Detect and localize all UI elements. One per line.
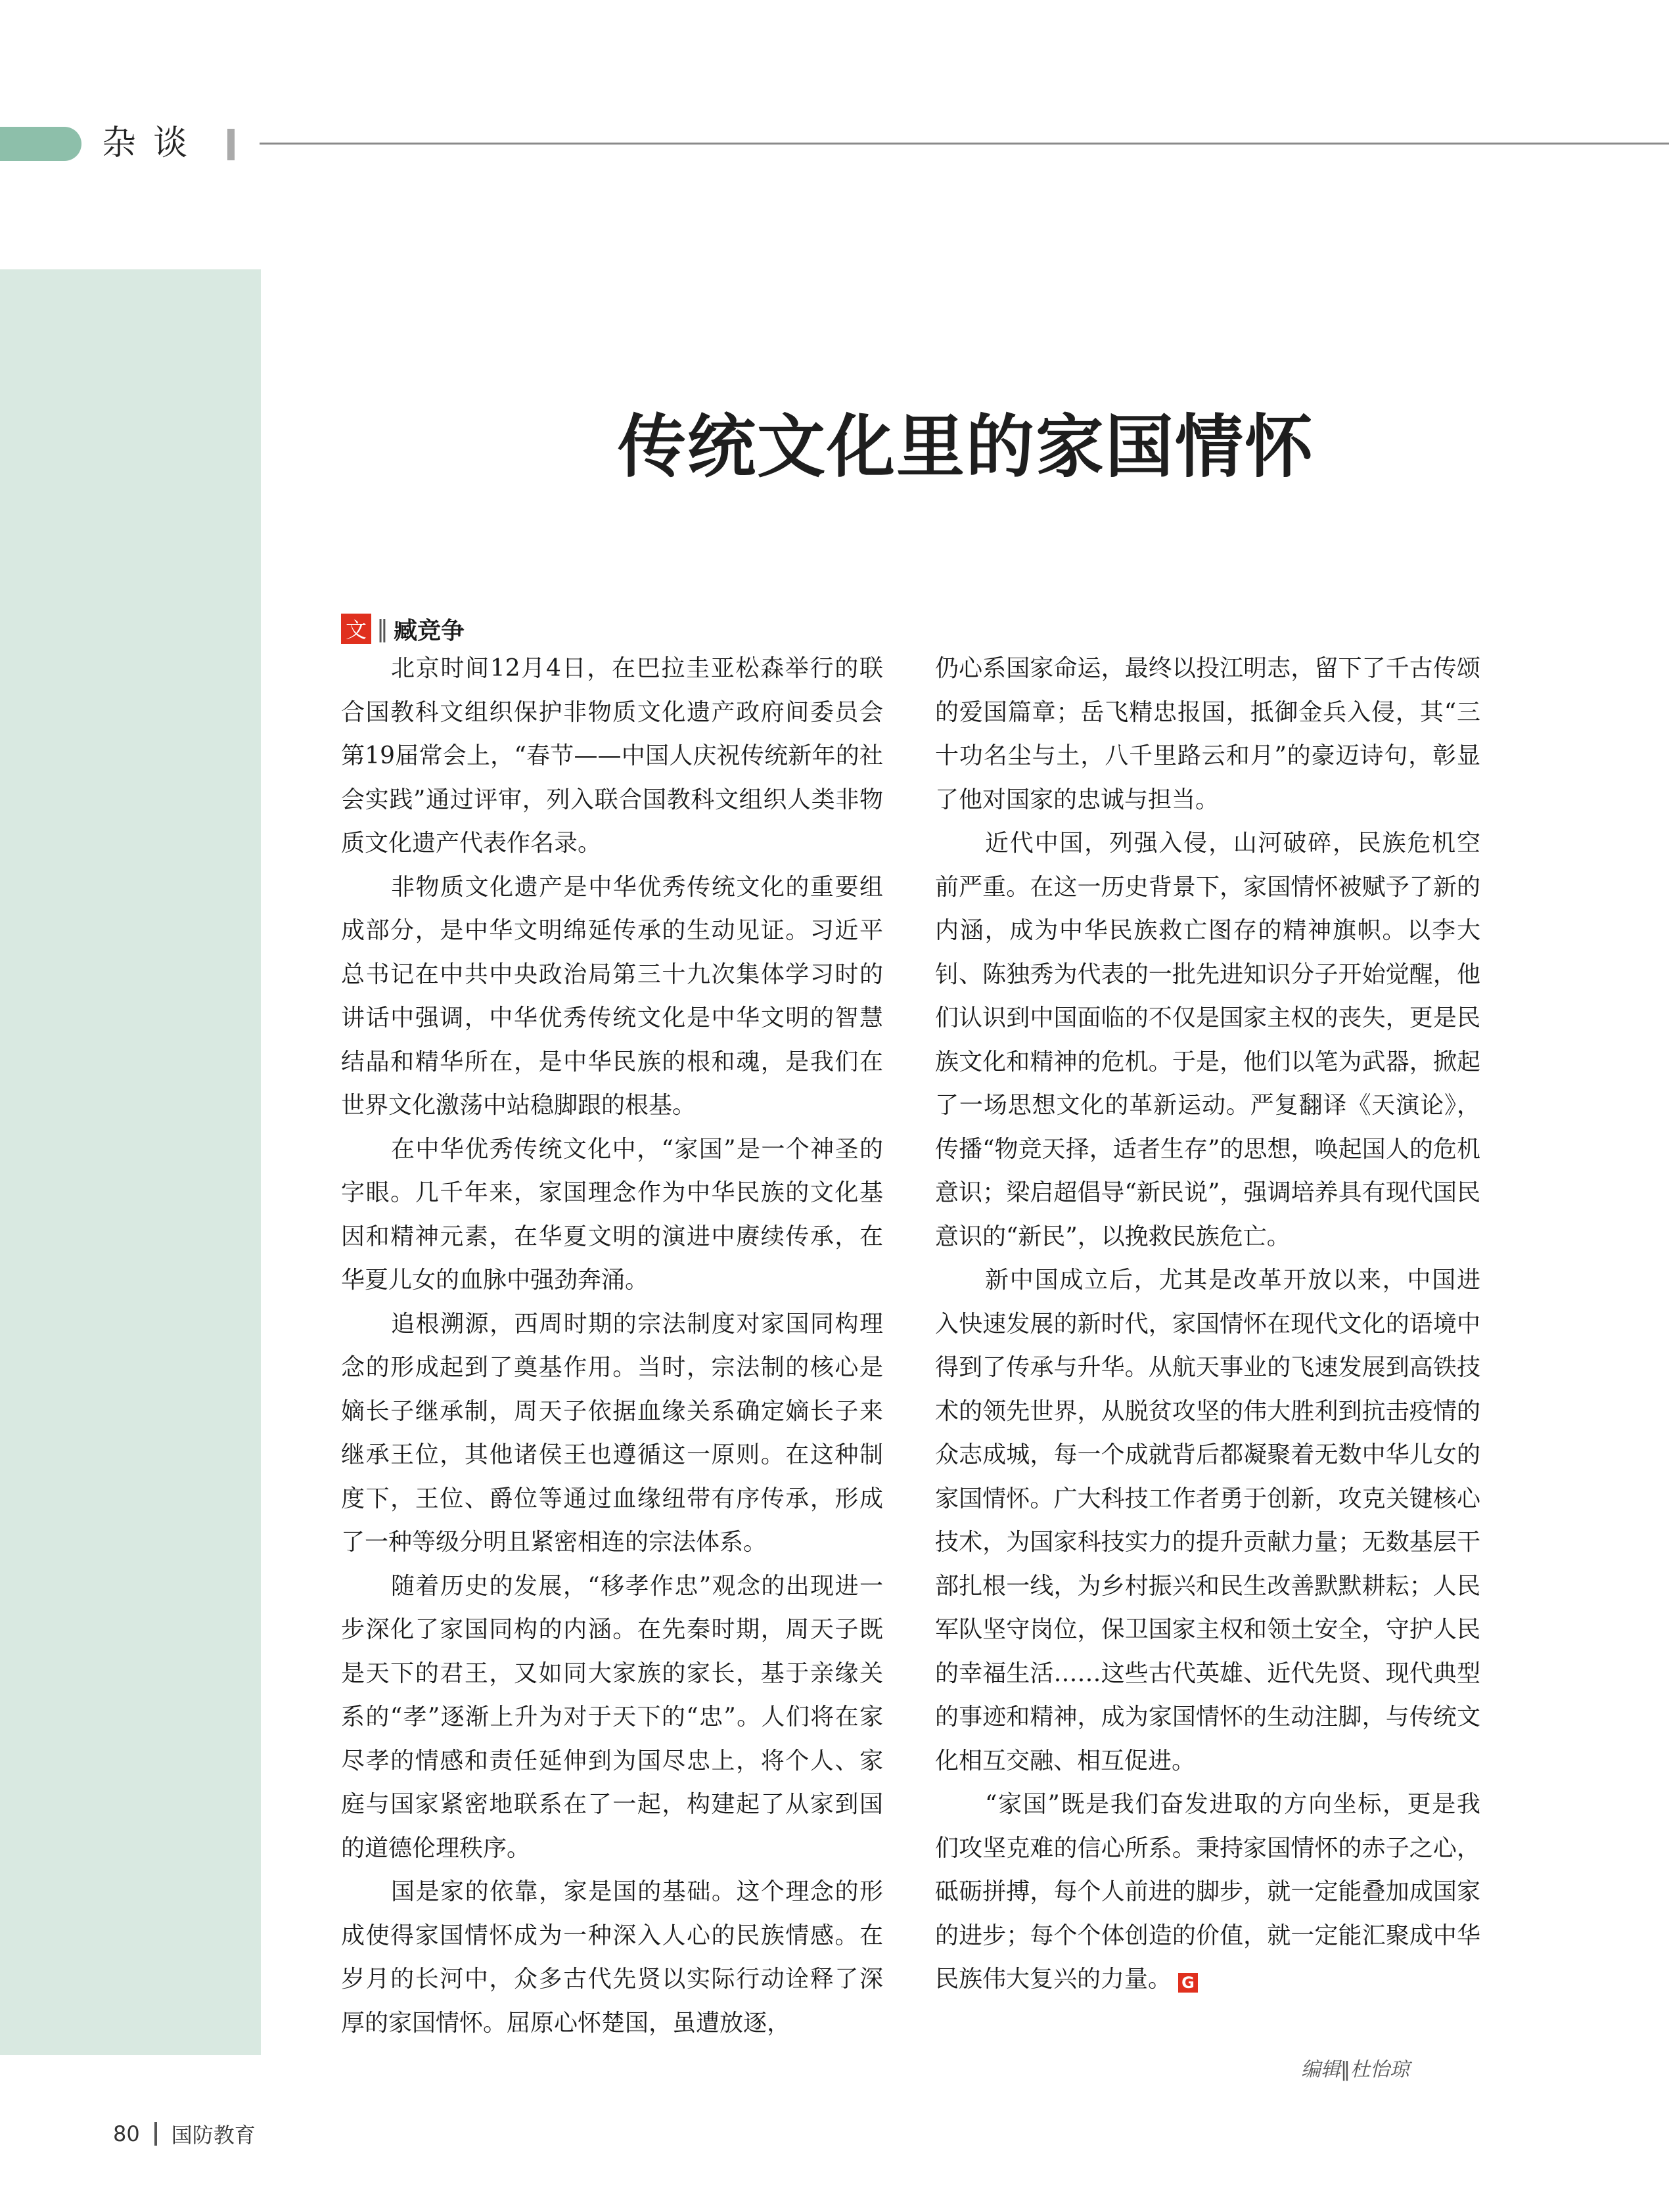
page-footer xyxy=(113,2119,256,2149)
paragraph: 新中国成立后，尤其是改革开放以来，中国进入快速发展的新时代，家国情怀在现代文化的语境中得到了传承与升华。从航天事业的飞速发展到高铁技术的领先世界，从脱贫攻坚的伟大胜利到抗击疫情的众志成城，每一个成就背后都凝聚着无数中华儿女的家国情怀。广大科技工作者勇于创新，攻克关键核心技术，为国家科技实力的提升贡献力量；无数基层干部扎根一线，为乡村振兴和民生改善默默耕耘；人民军队坚守岗位，保卫国家主权和领土安全，守护人民的幸福生活……这些古代英雄、近代先贤、现代典型的事迹和精神，成为家国情怀的生动注脚，与传统文化相互交融、相互促进。 xyxy=(935,1267,1480,1774)
page-number: 80 xyxy=(113,2121,140,2146)
paragraph: 随着历史的发展，“移孝作忠”观念的出现进一步深化了家国同构的内涵。在先秦时期，周天子既是天下的君王，又如同大家族的家长，基于亲缘关系的“孝”逐渐上升为对于天下的“忠”。人们将在家尽孝的情感和责任延伸到为国尽忠上，将个人、家庭与国家紧密地联系在了一起，构建起了从家到国的道德伦理秩序。 xyxy=(341,1572,883,1862)
paragraph-last xyxy=(935,1783,1480,2002)
paragraph-text: “家国”既是我们奋发进取的方向坐标，更是我们攻坚克难的信心所系。秉持家国情怀的赤子之心，砥砺拼搏，每个人前进的脚步，就一定能叠加成国家的进步；每个个体创造的价值，就一定能汇聚成中华民族伟大复兴的力量。 xyxy=(935,1791,1480,1993)
paragraph: 在中华优秀传统文化中，“家国”是一个神圣的字眼。几千年来，家国理念作为中华民族的文化基因和精神元素，在华夏文明的演进中赓续传承，在华夏儿女的血脉中强劲奔涌。 xyxy=(341,1135,883,1294)
editor-credit: 编辑‖杜怡琼 xyxy=(1301,2058,1409,2081)
byline-separator: ‖ xyxy=(377,615,388,643)
paragraph: 北京时间12月4日，在巴拉圭亚松森举行的联合国教科文组织保护非物质文化遗产政府间委员会第19届常会上，“春节——中国人庆祝传统新年的社会实践”通过评审，列入联合国教科文组织人类非物质文化遗产代表作名录。 xyxy=(341,655,883,857)
header-rule xyxy=(260,143,1669,145)
author-badge: 文 xyxy=(341,614,371,644)
article-column-left xyxy=(341,647,883,2045)
article-title: 传统文化里的家国情怀 xyxy=(617,407,1314,487)
end-mark-icon: G xyxy=(1178,1973,1198,1993)
paragraph: 追根溯源，西周时期的宗法制度对家国同构理念的形成起到了奠基作用。当时，宗法制的核心是嫡长子继承制，周天子依据血缘关系确定嫡长子来继承王位，其他诸侯王也遵循这一原则。在这种制度下，王位、爵位等通过血缘纽带有序传承，形成了一种等级分明且紧密相连的宗法体系。 xyxy=(341,1310,883,1556)
section-tab-decoration xyxy=(0,127,81,161)
paragraph-continued: 仍心系国家命运，最终以投江明志，留下了千古传颂的爱国篇章；岳飞精忠报国，抵御金兵入侵，其“三十功名尘与土，八千里路云和月”的豪迈诗句，彰显了他对国家的忠诚与担当。 xyxy=(935,655,1480,813)
author-name: 臧竞争 xyxy=(394,617,465,644)
footer-divider xyxy=(154,2122,157,2146)
side-color-panel xyxy=(0,269,261,2055)
byline xyxy=(341,611,465,646)
magazine-name: 国防教育 xyxy=(171,2123,256,2148)
section-label: 杂谈 xyxy=(102,124,205,163)
paragraph: 非物质文化遗产是中华优秀传统文化的重要组成部分，是中华文明绵延传承的生动见证。习近平总书记在中共中央政治局第三十九次集体学习时的讲话中强调，中华优秀传统文化是中华文明的智慧结晶和精华所在，是中华民族的根和魂，是我们在世界文化激荡中站稳脚跟的根基。 xyxy=(341,873,883,1119)
paragraph: 国是家的依靠，家是国的基础。这个理念的形成使得家国情怀成为一种深入人心的民族情感。在岁月的长河中，众多古代先贤以实际行动诠释了深厚的家国情怀。屈原心怀楚国，虽遭放逐， xyxy=(341,1878,883,2037)
paragraph: 近代中国，列强入侵，山河破碎，民族危机空前严重。在这一历史背景下，家国情怀被赋予了新的内涵，成为中华民族救亡图存的精神旗帜。以李大钊、陈独秀为代表的一批先进知识分子开始觉醒，他们认识到中国面临的不仅是国家主权的丧失，更是民族文化和精神的危机。于是，他们以笔为武器，掀起了一场思想文化的革新运动。严复翻译《天演论》，传播“物竞天择，适者生存”的思想，唤起国人的危机意识；梁启超倡导“新民说”，强调培养具有现代国民意识的“新民”，以挽救民族危亡。 xyxy=(935,830,1480,1250)
section-divider xyxy=(227,129,235,160)
article-column-right xyxy=(935,647,1480,2002)
